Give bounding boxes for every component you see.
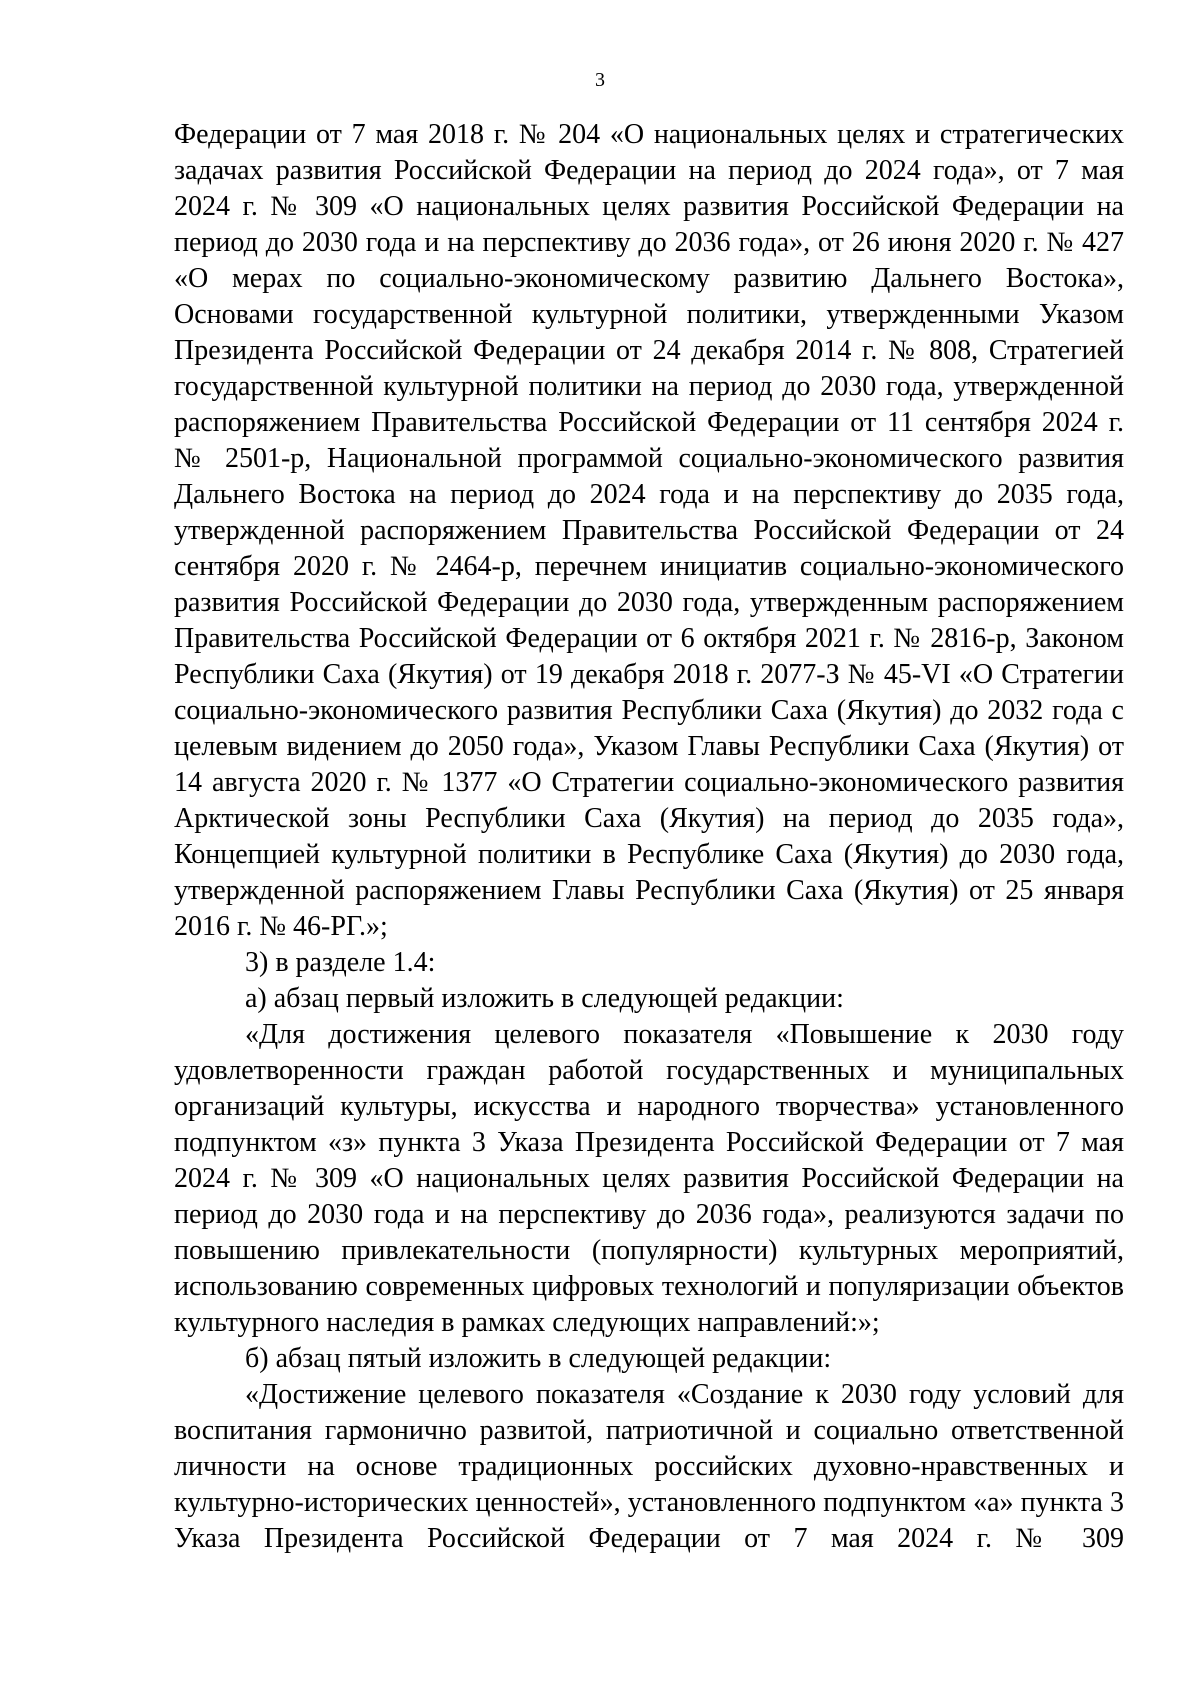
paragraph-new-wording-fifth: «Достижение целевого показателя «Создание к 2030 году условий для воспитания гармонично развитой, патриотичной и социально ответственной личности на основе традиционных российских духовно-нравственных и культурно-исторических ценностей», установленного подпунктом «а» пункта 3 Указа Президента Российской Федерации от 7 мая 2024 г. № 309 [174,1379,1124,1554]
paragraph-new-wording-first: «Для достижения целевого показателя «Повышение к 2030 году удовлетворенности граждан работой государственных и муниципальных организаций культуры, искусства и народного творчества» установленного подпунктом «з» пункта 3 Указа Президента Российской Федерации от 7 мая 2024 г. № 309 «О национальных целях развития Российской Федерации на период до 2030 года и на перспективу до 2036 года», реализуются задачи по повышению привлекательности (популярности) культурных мероприятий, использованию современных цифровых технологий и популяризации объектов культурного наследия в рамках следующих направлений:»; [174,1019,1124,1338]
paragraph-item-3: 3) в разделе 1.4: [245,947,436,978]
paragraph-subitem-b: б) абзац пятый изложить в следующей редакции: [245,1343,832,1374]
document-body [174,117,1124,1557]
paragraph-legal-basis: Федерации от 7 мая 2018 г. № 204 «О национальных целях и стратегических задачах развития Российской Федерации на период до 2024 года», от 7 мая 2024 г. № 309 «О национальных целях развития Российской Федерации на период до 2030 года и на перспективу до 2036 года», от 26 июня 2020 г. № 427 «О мерах по социально-экономическому развитию Дальнего Востока», Основами государственной культурной политики, утвержденными Указом Президента Российской Федерации от 24 декабря 2014 г. № 808, Стратегией государственной культурной политики на период до 2030 года, утвержденной распоряжением Правительства Российской Федерации от 11 сентября 2024 г. № 2501-р, Национальной программой социально-экономического развития Дальнего Востока на период до 2024 года и на перспективу до 2035 года, утвержденной распоряжением Правительства Российской Федерации от 24 сентября 2020 г. № 2464-р, перечнем инициатив социально-экономического развития Российской Федерации до 2030 года, утвержденным распоряжением Правительства Российской Федерации от 6 октября 2021 г. № 2816-р, Законом Республики Саха (Якутия) от 19 декабря 2018 г. 2077-З № 45-VI «О Стратегии социально-экономического развития Республики Саха (Якутия) до 2032 года с целевым видением до 2050 года», Указом Главы Республики Саха (Якутия) от 14 августа 2020 г. № 1377 «О Стратегии социально-экономического развития Арктической зоны Республики Саха (Якутия) на период до 2035 года», Концепцией культурной политики в Республике Саха (Якутия) до 2030 года, утвержденной распоряжением Главы Республики Саха (Якутия) от 25 января 2016 г. № 46-РГ.»; [174,119,1124,942]
paragraph-subitem-a: а) абзац первый изложить в следующей редакции: [245,983,844,1014]
page-number: 3 [595,69,605,91]
